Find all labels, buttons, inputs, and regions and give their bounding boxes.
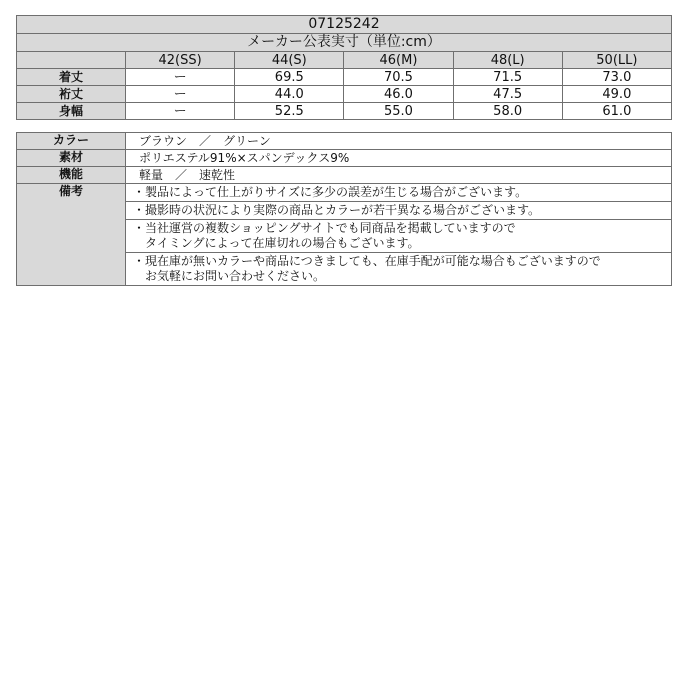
table-cell: 71.5 xyxy=(453,69,562,86)
table-cell: ー xyxy=(126,103,235,120)
product-code: 07125242 xyxy=(17,16,672,34)
table-row xyxy=(17,69,672,86)
spec-table xyxy=(16,132,672,286)
spec-row-function xyxy=(17,167,672,184)
table-cell: 70.5 xyxy=(344,69,453,86)
table-cell: 44.0 xyxy=(235,86,344,103)
note-item: ・現在庫が無いカラーや商品につきましても、在庫手配が可能な場合もございますので お気軽にお問い合わせください。 xyxy=(133,254,601,283)
size-header: 46(M) xyxy=(344,52,453,69)
size-chart-subtitle: メーカー公表実寸（単位:cm） xyxy=(17,34,672,52)
table-cell: 55.0 xyxy=(344,103,453,120)
spec-label: 備考 xyxy=(17,184,126,286)
table-cell: 46.0 xyxy=(344,86,453,103)
note-item: ・撮影時の状況により実際の商品とカラーが若干異なる場合がございます。 xyxy=(126,202,671,220)
spec-value: 軽量 ／ 速乾性 xyxy=(126,167,672,184)
note-item: ・製品によって仕上がりサイズに多少の誤差が生じる場合がございます。 xyxy=(126,184,671,202)
table-cell: 73.0 xyxy=(562,69,671,86)
table-cell: 58.0 xyxy=(453,103,562,120)
table-cell: 49.0 xyxy=(562,86,671,103)
table-cell: 61.0 xyxy=(562,103,671,120)
spec-row-material xyxy=(17,150,672,167)
size-header: 44(S) xyxy=(235,52,344,69)
note-item: ・当社運営の複数ショッピングサイトでも同商品を掲載していますので タイミングによって在庫切れの場合もございます。 xyxy=(126,220,671,253)
notes-list xyxy=(126,184,672,286)
row-label: 裄丈 xyxy=(17,86,126,103)
spec-row-notes xyxy=(17,184,672,286)
table-cell: 69.5 xyxy=(235,69,344,86)
size-header-corner xyxy=(17,52,126,69)
size-header: 48(L) xyxy=(453,52,562,69)
size-header-row xyxy=(17,52,672,69)
table-row xyxy=(17,103,672,120)
spec-value: ブラウン ／ グリーン xyxy=(126,133,672,150)
spec-row-color xyxy=(17,133,672,150)
spec-label: カラー xyxy=(17,133,126,150)
size-table xyxy=(16,15,672,120)
table-row xyxy=(17,86,672,103)
size-header: 50(LL) xyxy=(562,52,671,69)
row-label: 身幅 xyxy=(17,103,126,120)
table-cell: 52.5 xyxy=(235,103,344,120)
size-header: 42(SS) xyxy=(126,52,235,69)
spec-value: ポリエステル91%×スパンデックス9% xyxy=(126,150,672,167)
table-cell: ー xyxy=(126,69,235,86)
spec-label: 機能 xyxy=(17,167,126,184)
table-cell: 47.5 xyxy=(453,86,562,103)
spec-label: 素材 xyxy=(17,150,126,167)
row-label: 着丈 xyxy=(17,69,126,86)
table-cell: ー xyxy=(126,86,235,103)
